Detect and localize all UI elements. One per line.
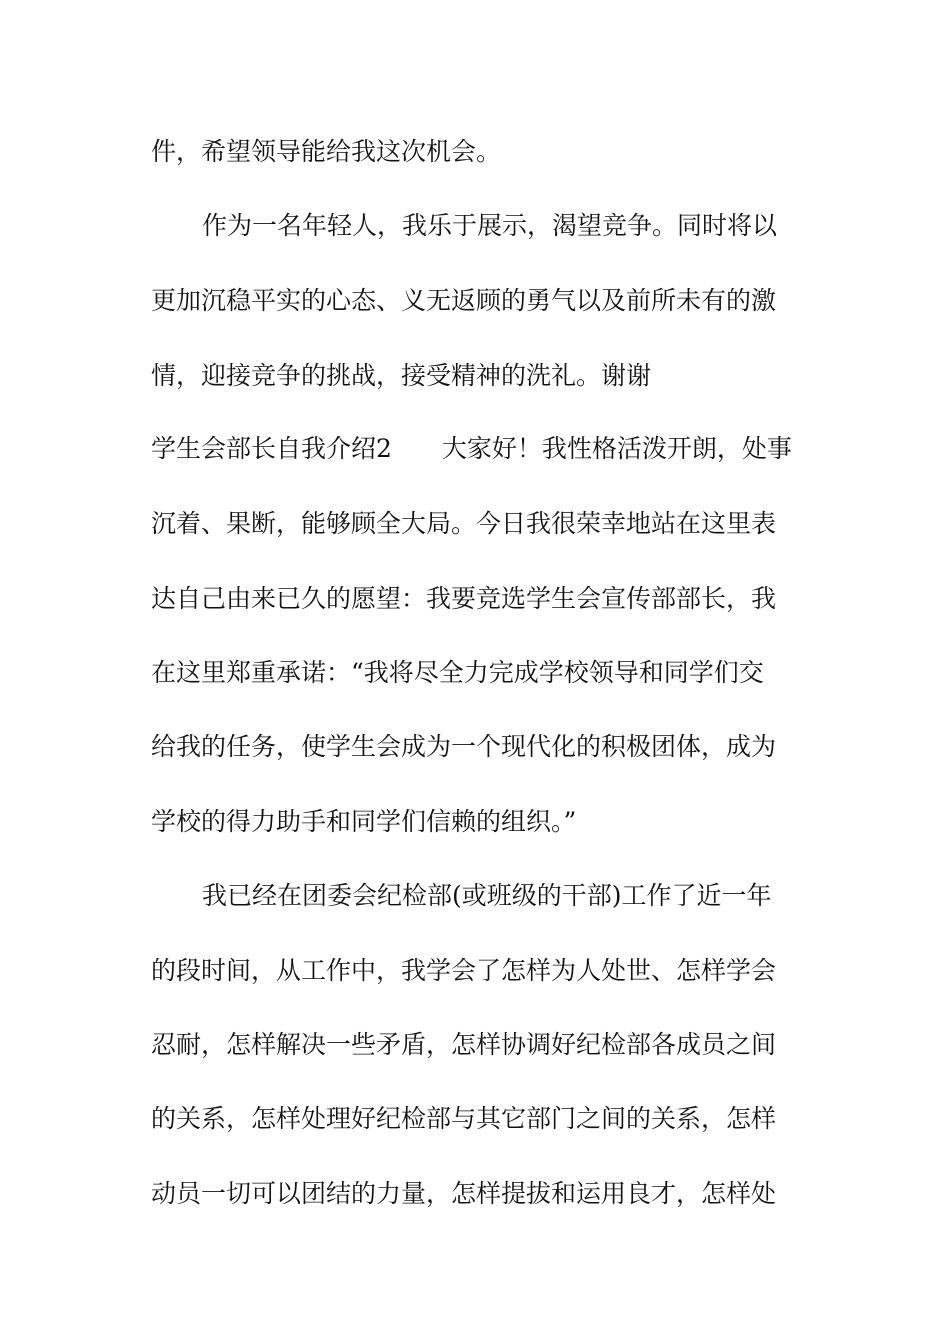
text-line: 动员一切可以团结的力量，怎样提拔和运用良才，怎样处 [151, 1179, 777, 1208]
text-line: 作为一名年轻人，我乐于展示，渴望竞争。同时将以 [202, 211, 778, 240]
text-line: 的关系，怎样处理好纪检部与其它部门之间的关系，怎样 [151, 1104, 777, 1133]
text-line: 更加沉稳平实的心态、义无返顾的勇气以及前所未有的激 [151, 286, 777, 315]
text-line: 在这里郑重承诺：“我将尽全力完成学校领导和同学们交 [151, 658, 764, 687]
text-line: 学校的得力助手和同学们信赖的组织。” [151, 807, 577, 836]
text-line: 我已经在团委会纪检部(或班级的干部)工作了近一年 [202, 881, 772, 910]
text-line: 沉着、果断，能够顾全大局。今日我很荣幸地站在这里表 [151, 509, 777, 538]
text-line: 的段时间，从工作中，我学会了怎样为人处世、怎样学会 [151, 956, 777, 985]
text-line: 给我的任务，使学生会成为一个现代化的积极团体，成为 [151, 732, 777, 761]
text-line: 忍耐，怎样解决一些矛盾，怎样协调好纪检部各成员之间 [151, 1030, 777, 1059]
text-line: 达自己由来已久的愿望：我要竞选学生会宣传部部长，我 [151, 584, 777, 613]
text-line: 学生会部长自我介绍2 大家好！我性格活泼开朗，处事 [151, 434, 792, 463]
text-line: 情，迎接竞争的挑战，接受精神的洗礼。谢谢 [151, 361, 652, 390]
text-line: 件，希望领导能给我这次机会。 [151, 137, 502, 166]
